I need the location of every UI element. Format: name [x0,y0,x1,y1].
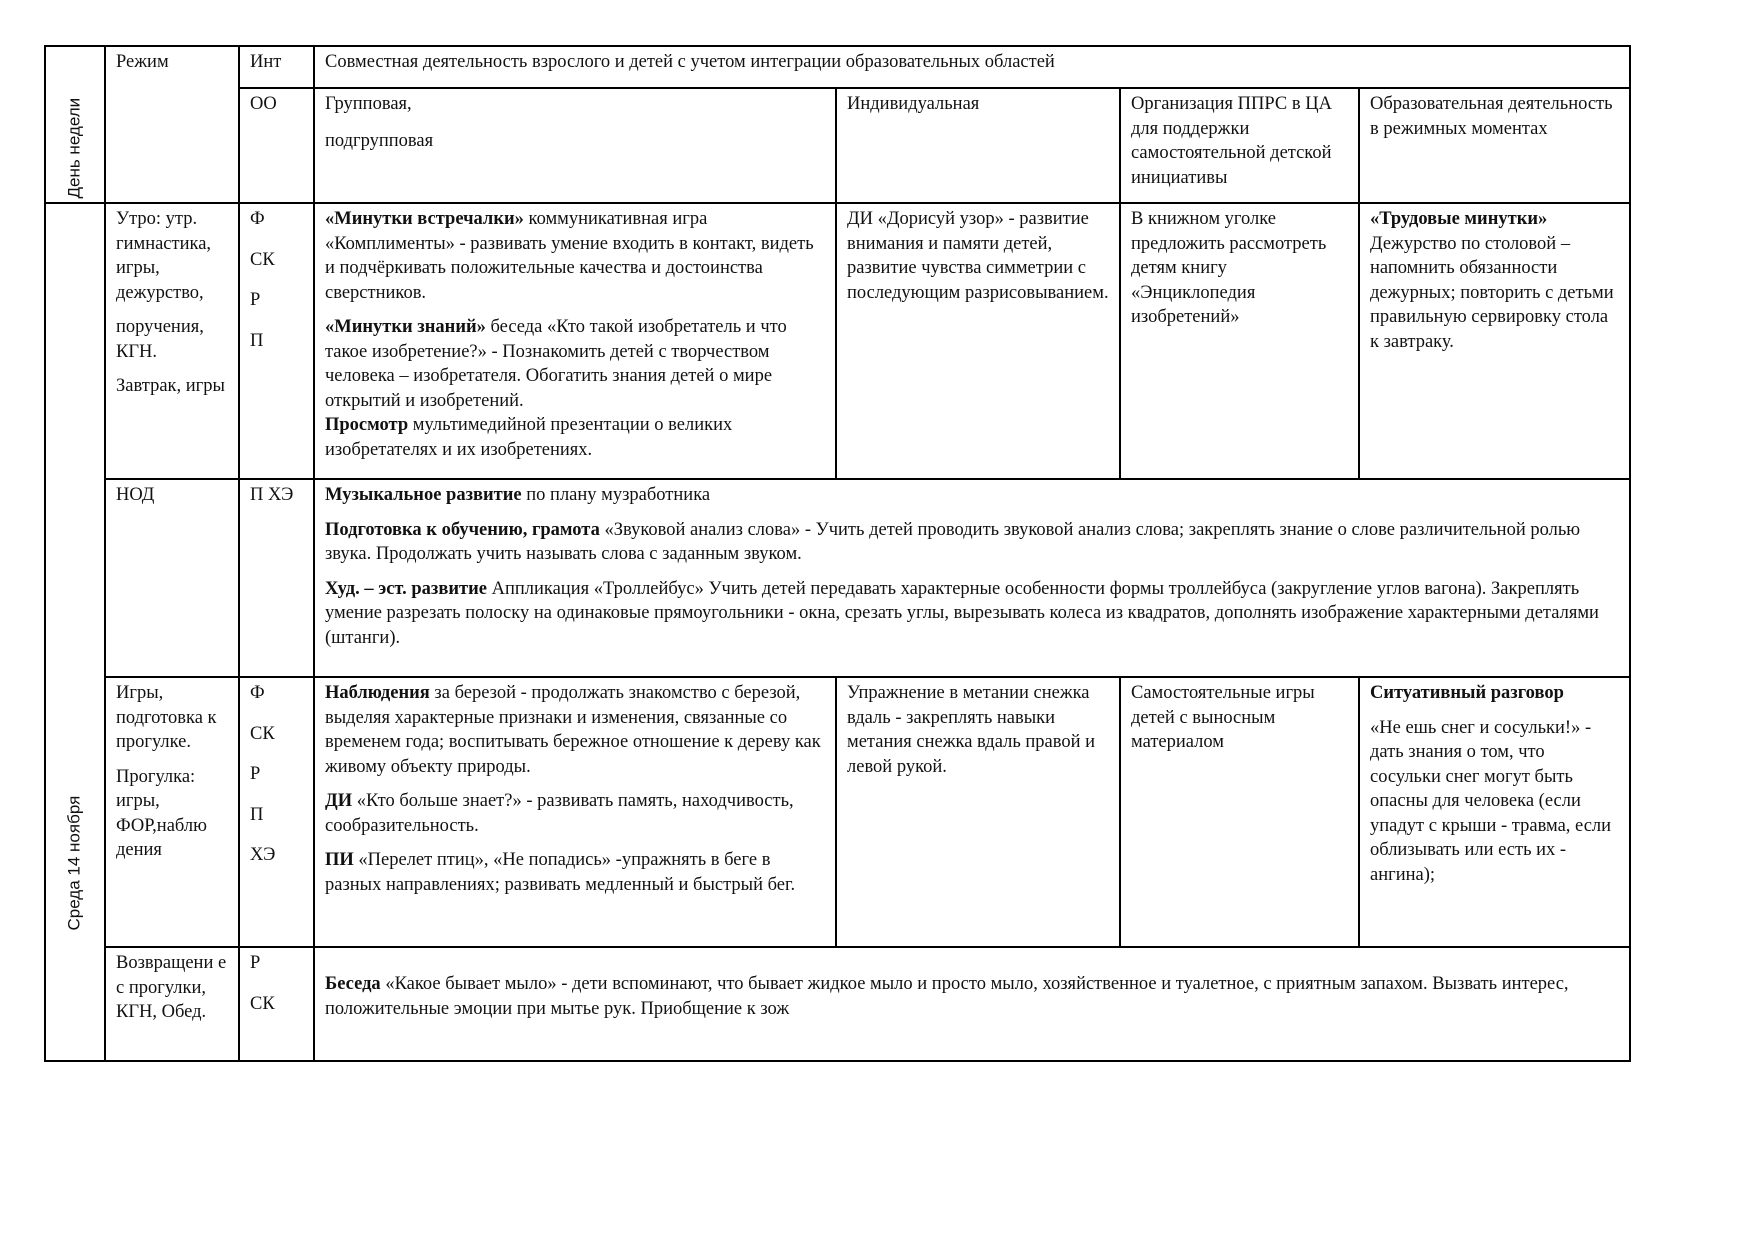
activity-item [325,413,825,462]
group-header-line1: Групповая, [325,94,412,114]
int-code: Р [250,764,261,784]
int-header: Инт [239,46,314,88]
day-cell [45,203,105,1061]
activity-text: «Звуковой анализ слова» - Учить детей проводить звуковой анализ слова; закреплять знание о слове различительной ролью звука. Продолжать учить называть слова с заданным звуком. [325,519,1581,564]
activity-item [325,577,1619,651]
day-of-week-label: День недели [64,97,84,198]
activity-text: беседа «Кто такой изобретатель и что такое изобретение?» - Познакомить детей с творчеством человека – изобретателя. Обогатить знания детей о мире открытий и изобретений. [325,317,787,411]
activity-title: Наблюдения [325,683,430,703]
header-row-1 [45,46,1630,88]
morning-mode [105,203,239,479]
activity-text: коммуникативная игра «Комплименты» - развивать умение входить в контакт, видеть и подчёркивать положительные качества и достоинства сверстников. [325,209,814,303]
activity-title: Музыкальное развитие [325,485,522,505]
activity-title: ПИ [325,850,354,870]
row-morning [45,203,1630,479]
mode-line: поручения, КГН. [116,317,204,362]
activity-title: Подготовка к обучению, грамота [325,519,600,540]
int-code: СК [250,249,275,270]
morning-individual: ДИ «Дорисуй узор» - развитие внимания и памяти детей, развитие чувства симметрии с последующим разрисовыванием. [836,203,1120,479]
activity-item [325,315,825,413]
walk-mode [105,677,239,947]
walk-int [239,677,314,947]
nod-int: П ХЭ [239,479,314,677]
oo-header: ОО [239,88,314,203]
activity-item [325,483,1619,508]
regime-title: Ситуативный разговор [1370,683,1564,703]
activity-item [325,207,825,305]
individual-header: Индивидуальная [836,88,1120,203]
morning-ppdrs: В книжном уголке предложить рассмотреть детям книгу «Энциклопедия изобретений» [1120,203,1359,479]
activity-text: «Какое бывает мыло» - дети вспоминают, что бывает жидкое мыло и просто мыло, хозяйственное и туалетное, с приятным запахом. Вызвать интерес, положительные эмоции при мытье рук. Приобщение к зож [325,974,1569,1019]
regime-text: «Не ешь снег и сосульки!» - дать знания о том, что сосульки снег могут быть опасны для человека (если упадут с крыши - травма, если облизывать или есть их - ангина); [1370,717,1612,885]
group-header [314,88,836,203]
morning-group [314,203,836,479]
day-of-week-header [45,46,105,203]
mode-line: Игры, подготовка к прогулке. [116,683,217,752]
int-code: П [250,804,264,825]
int-code: СК [250,993,275,1014]
row-return [45,947,1630,1061]
activity-text: Аппликация «Троллейбус» Учить детей передавать характерные особенности формы троллейбуса (закругление углов вагона). Закреплять умение разрезать полоску на одинаковые прямоугольники - окна, срезать углы, вырезывать колеса из квадратов, дополнять изображение характерными деталями (штанги). [325,578,1599,648]
activity-title: Просмотр [325,415,409,435]
int-code: Р [250,953,261,973]
morning-regime [1359,203,1630,479]
activity-title: «Минутки знаний» [325,317,486,337]
activity-text: мультимедийной презентации о великих изобретателях и их изобретениях. [325,415,733,460]
activity-title: ДИ [325,791,353,811]
morning-int [239,203,314,479]
walk-regime [1359,677,1630,947]
activity-text: за березой - продолжать знакомство с березой, выделяя характерные признаки и изменения, связанные со временем года; воспитывать бережное отношение к дереву как живому объекту природы. [325,683,821,777]
activity-title: «Минутки встречалки» [325,209,524,229]
activity-text: по плану музработника [521,485,711,505]
regime-moments-header: Образовательная деятельность в режимных моментах [1359,88,1630,203]
nod-activities [314,479,1630,677]
mode-line: Утро: утр. гимнастика, игры, дежурство, [116,209,212,303]
walk-individual: Упражнение в метании снежка вдаль - закреплять навыки метания снежка вдаль правой и левой рукой. [836,677,1120,947]
regime-title: «Трудовые минутки» [1370,209,1548,229]
mode-line: Прогулка: игры, ФОР,наблю дения [116,766,207,860]
activity-item [325,848,825,897]
return-activity [314,947,1630,1061]
int-code: П [250,330,264,351]
daily-plan-table [44,45,1631,1062]
header-row-2 [45,88,1630,203]
mode-header: Режим [105,46,239,203]
walk-ppdrs: Самостоятельные игры детей с выносным материалом [1120,677,1359,947]
int-code: Ф [250,683,265,703]
row-nod [45,479,1630,677]
row-walk [45,677,1630,947]
activity-item [325,518,1619,567]
walk-group [314,677,836,947]
int-code: Р [250,290,261,310]
group-header-line2: подгрупповая [325,130,434,151]
return-mode: Возвращени е с прогулки, КГН, Обед. [105,947,239,1061]
activity-item [325,789,825,838]
activity-item [325,681,825,779]
return-int [239,947,314,1061]
nod-mode: НОД [105,479,239,677]
activity-title: Беседа [325,974,381,994]
activity-title: Худ. – эст. развитие [325,578,487,599]
int-code: Ф [250,209,265,229]
activity-text: «Кто больше знает?» - развивать память, находчивость, сообразительность. [325,791,794,836]
mode-line: Завтрак, игры [116,376,225,396]
joint-activity-header: Совместная деятельность взрослого и детей с учетом интеграции образовательных областей [314,46,1630,88]
activity-text: «Перелет птиц», «Не попадись» -упражнять в беге в разных направлениях; развивать медленный и быстрый бег. [325,850,796,895]
int-code: СК [250,723,275,744]
ppdrs-header: Организация ППРС в ЦА для поддержки самостоятельной детской инициативы [1120,88,1359,203]
day-date-label: Среда 14 ноября [64,795,84,930]
regime-text: Дежурство по столовой – напомнить обязанности дежурных; повторить с детьми правильную сервировку стола к завтраку. [1370,233,1614,352]
int-code: ХЭ [250,845,276,865]
